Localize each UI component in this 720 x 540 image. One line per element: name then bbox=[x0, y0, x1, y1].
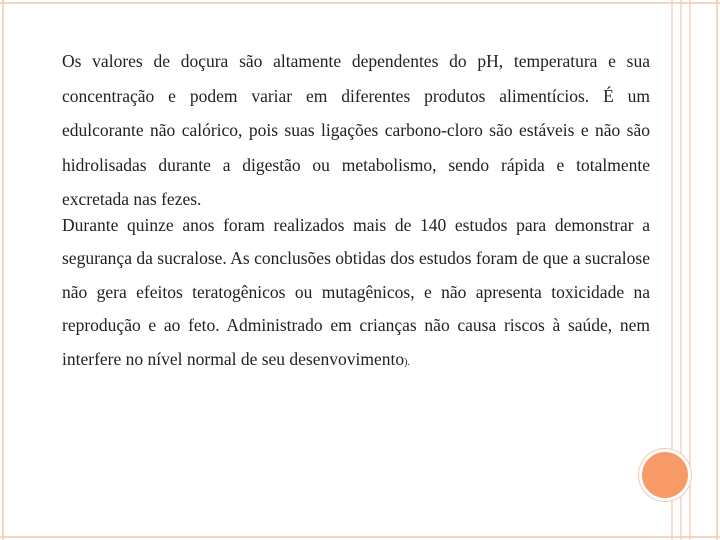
paragraph-sweetness: Os valores de doçura são altamente dependentes do pH, temperatura e sua concentração e podem variar em diferentes produtos alimentícios. É um edulcorante não calórico, pois suas ligações carbono-cloro são estáveis e não são hidrolisadas durante a digestão ou metabolismo, sendo rápida e totalmente excretada nas fezes. bbox=[62, 51, 650, 209]
paragraph-safety-text: Durante quinze anos foram realizados mais de 140 estudos para demonstrar a segurança da sucralose. As conclusões obtidas dos estudos foram de que a sucralose não gera efeitos teratogênicos ou mutagênicos, e não apresenta toxicidade na reprodução e ao feto. Administrado em crianças não causa riscos à saúde, nem interfere no nível normal de seu desenvovimento bbox=[62, 214, 650, 369]
slide-body bbox=[62, 44, 650, 379]
orange-circle-icon bbox=[639, 449, 691, 501]
paragraph-safety-studies bbox=[62, 209, 650, 380]
paragraph-tail-punctuation: ). bbox=[404, 356, 410, 368]
